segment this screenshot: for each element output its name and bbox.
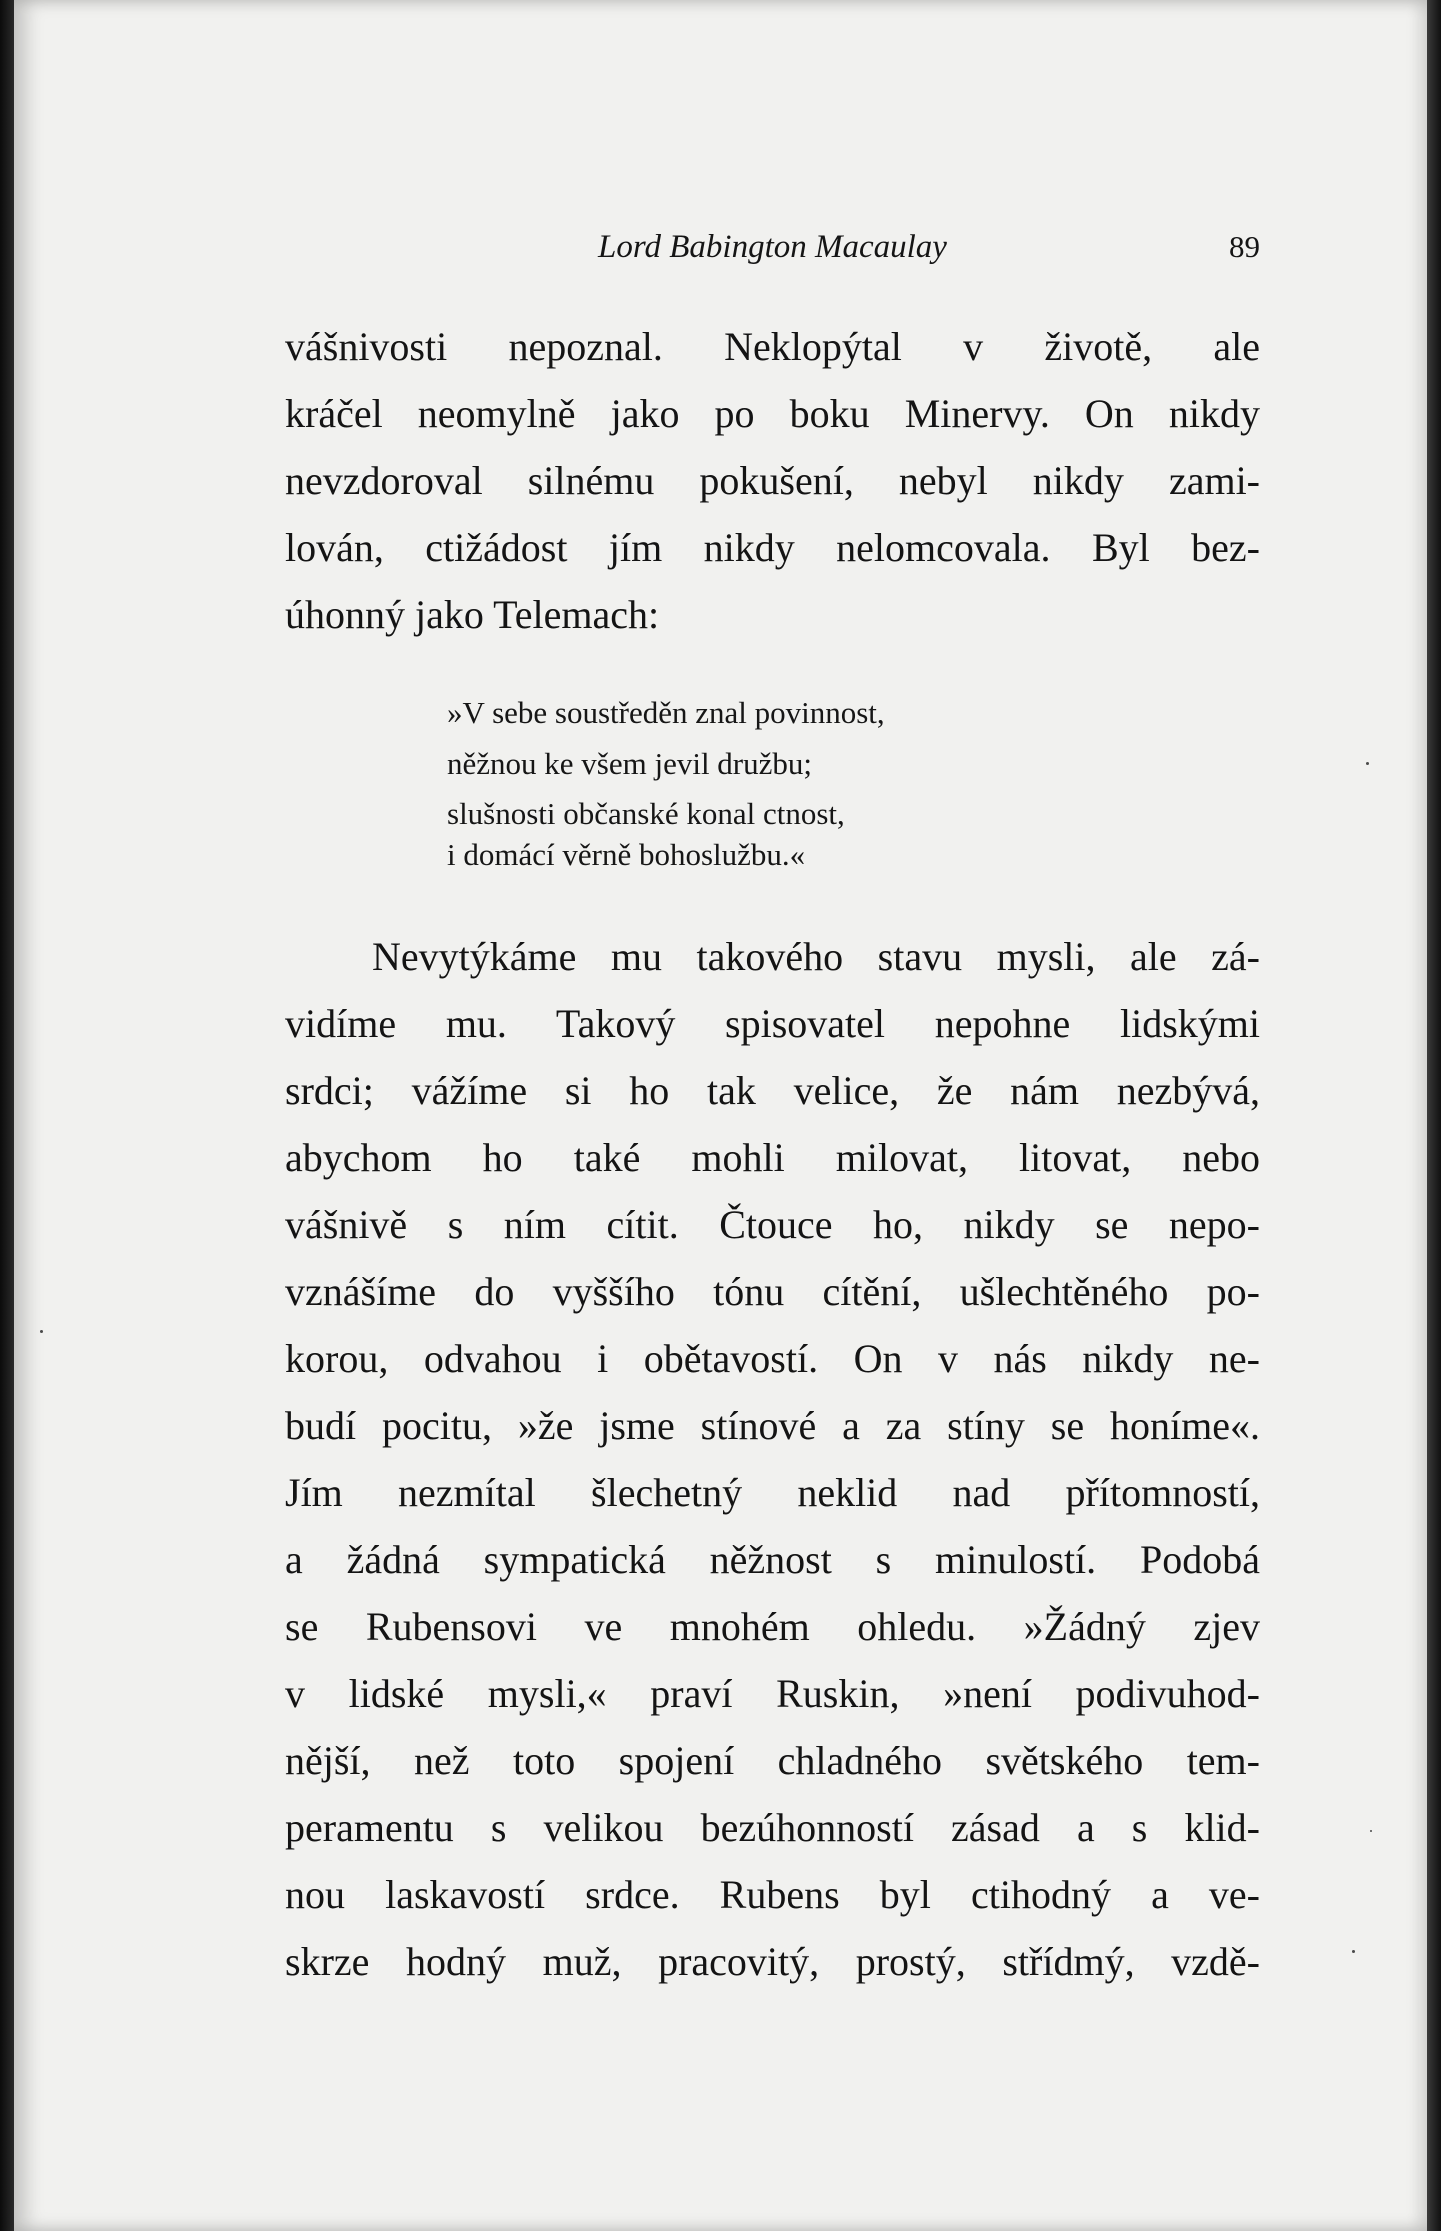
text-line: vznášíme do vyššího tónu cítění, ušlechtěného po- (285, 1269, 1260, 1314)
scan-speck (1352, 1950, 1355, 1953)
page-right-edge (1427, 0, 1441, 2231)
text-line: v lidské mysli,« praví Ruskin, »není podivuhod- (285, 1671, 1260, 1716)
text-line: lován, ctižádost jím nikdy nelomcovala. Byl bez- (285, 525, 1260, 570)
text-line: abychom ho také mohli milovat, litovat, nebo (285, 1135, 1260, 1180)
running-title: Lord Babington Macaulay (598, 229, 947, 265)
page-number: 89 (1229, 229, 1260, 264)
text-line: vidíme mu. Takový spisovatel nepohne lidskými (285, 1001, 1260, 1046)
text-line: Jím nezmítal šlechetný neklid nad přítomností, (285, 1470, 1260, 1515)
text-line: budí pocitu, »že jsme stínové a za stíny se honíme«. (285, 1403, 1260, 1448)
text-line: nevzdoroval silnému pokušení, nebyl nikdy zami- (285, 458, 1260, 503)
text-line: kráčel neomylně jako po boku Minervy. On nikdy (285, 391, 1260, 436)
text-line: vášnivosti nepoznal. Neklopýtal v životě, ale (285, 324, 1260, 369)
text-line: úhonný jako Telemach: (285, 592, 660, 637)
text-line: nější, než toto spojení chladného světského tem- (285, 1738, 1260, 1783)
book-binding-edge (0, 0, 14, 2231)
scan-speck (1366, 762, 1369, 765)
text-line: a žádná sympatická něžnost s minulostí. Podobá (285, 1537, 1260, 1582)
verse-line: »V sebe soustředěn znal povinnost, (447, 695, 885, 730)
text-line: vášnivě s ním cítit. Čtouce ho, nikdy se nepo- (285, 1202, 1260, 1247)
text-line: Nevytýkáme mu takového stavu mysli, ale zá- (372, 934, 1260, 979)
running-head (285, 222, 1260, 272)
verse-line: i domácí věrně bohoslužbu.« (447, 837, 806, 872)
scan-speck (40, 1330, 43, 1333)
text-line: srdci; vážíme si ho tak velice, že nám nezbývá, (285, 1068, 1260, 1113)
text-line: peramentu s velikou bezúhonností zásad a s klid- (285, 1805, 1260, 1850)
verse-line: něžnou ke všem jevil družbu; (447, 746, 813, 781)
text-line: nou laskavostí srdce. Rubens byl ctihodný a ve- (285, 1872, 1260, 1917)
verse-line: slušnosti občanské konal ctnost, (447, 796, 845, 831)
scan-speck (1370, 1830, 1372, 1832)
text-line: korou, odvahou i obětavostí. On v nás nikdy ne- (285, 1336, 1260, 1381)
text-line: se Rubensovi ve mnohém ohledu. »Žádný zjev (285, 1604, 1260, 1649)
text-line: skrze hodný muž, pracovitý, prostý, střídmý, vzdě- (285, 1939, 1260, 1984)
